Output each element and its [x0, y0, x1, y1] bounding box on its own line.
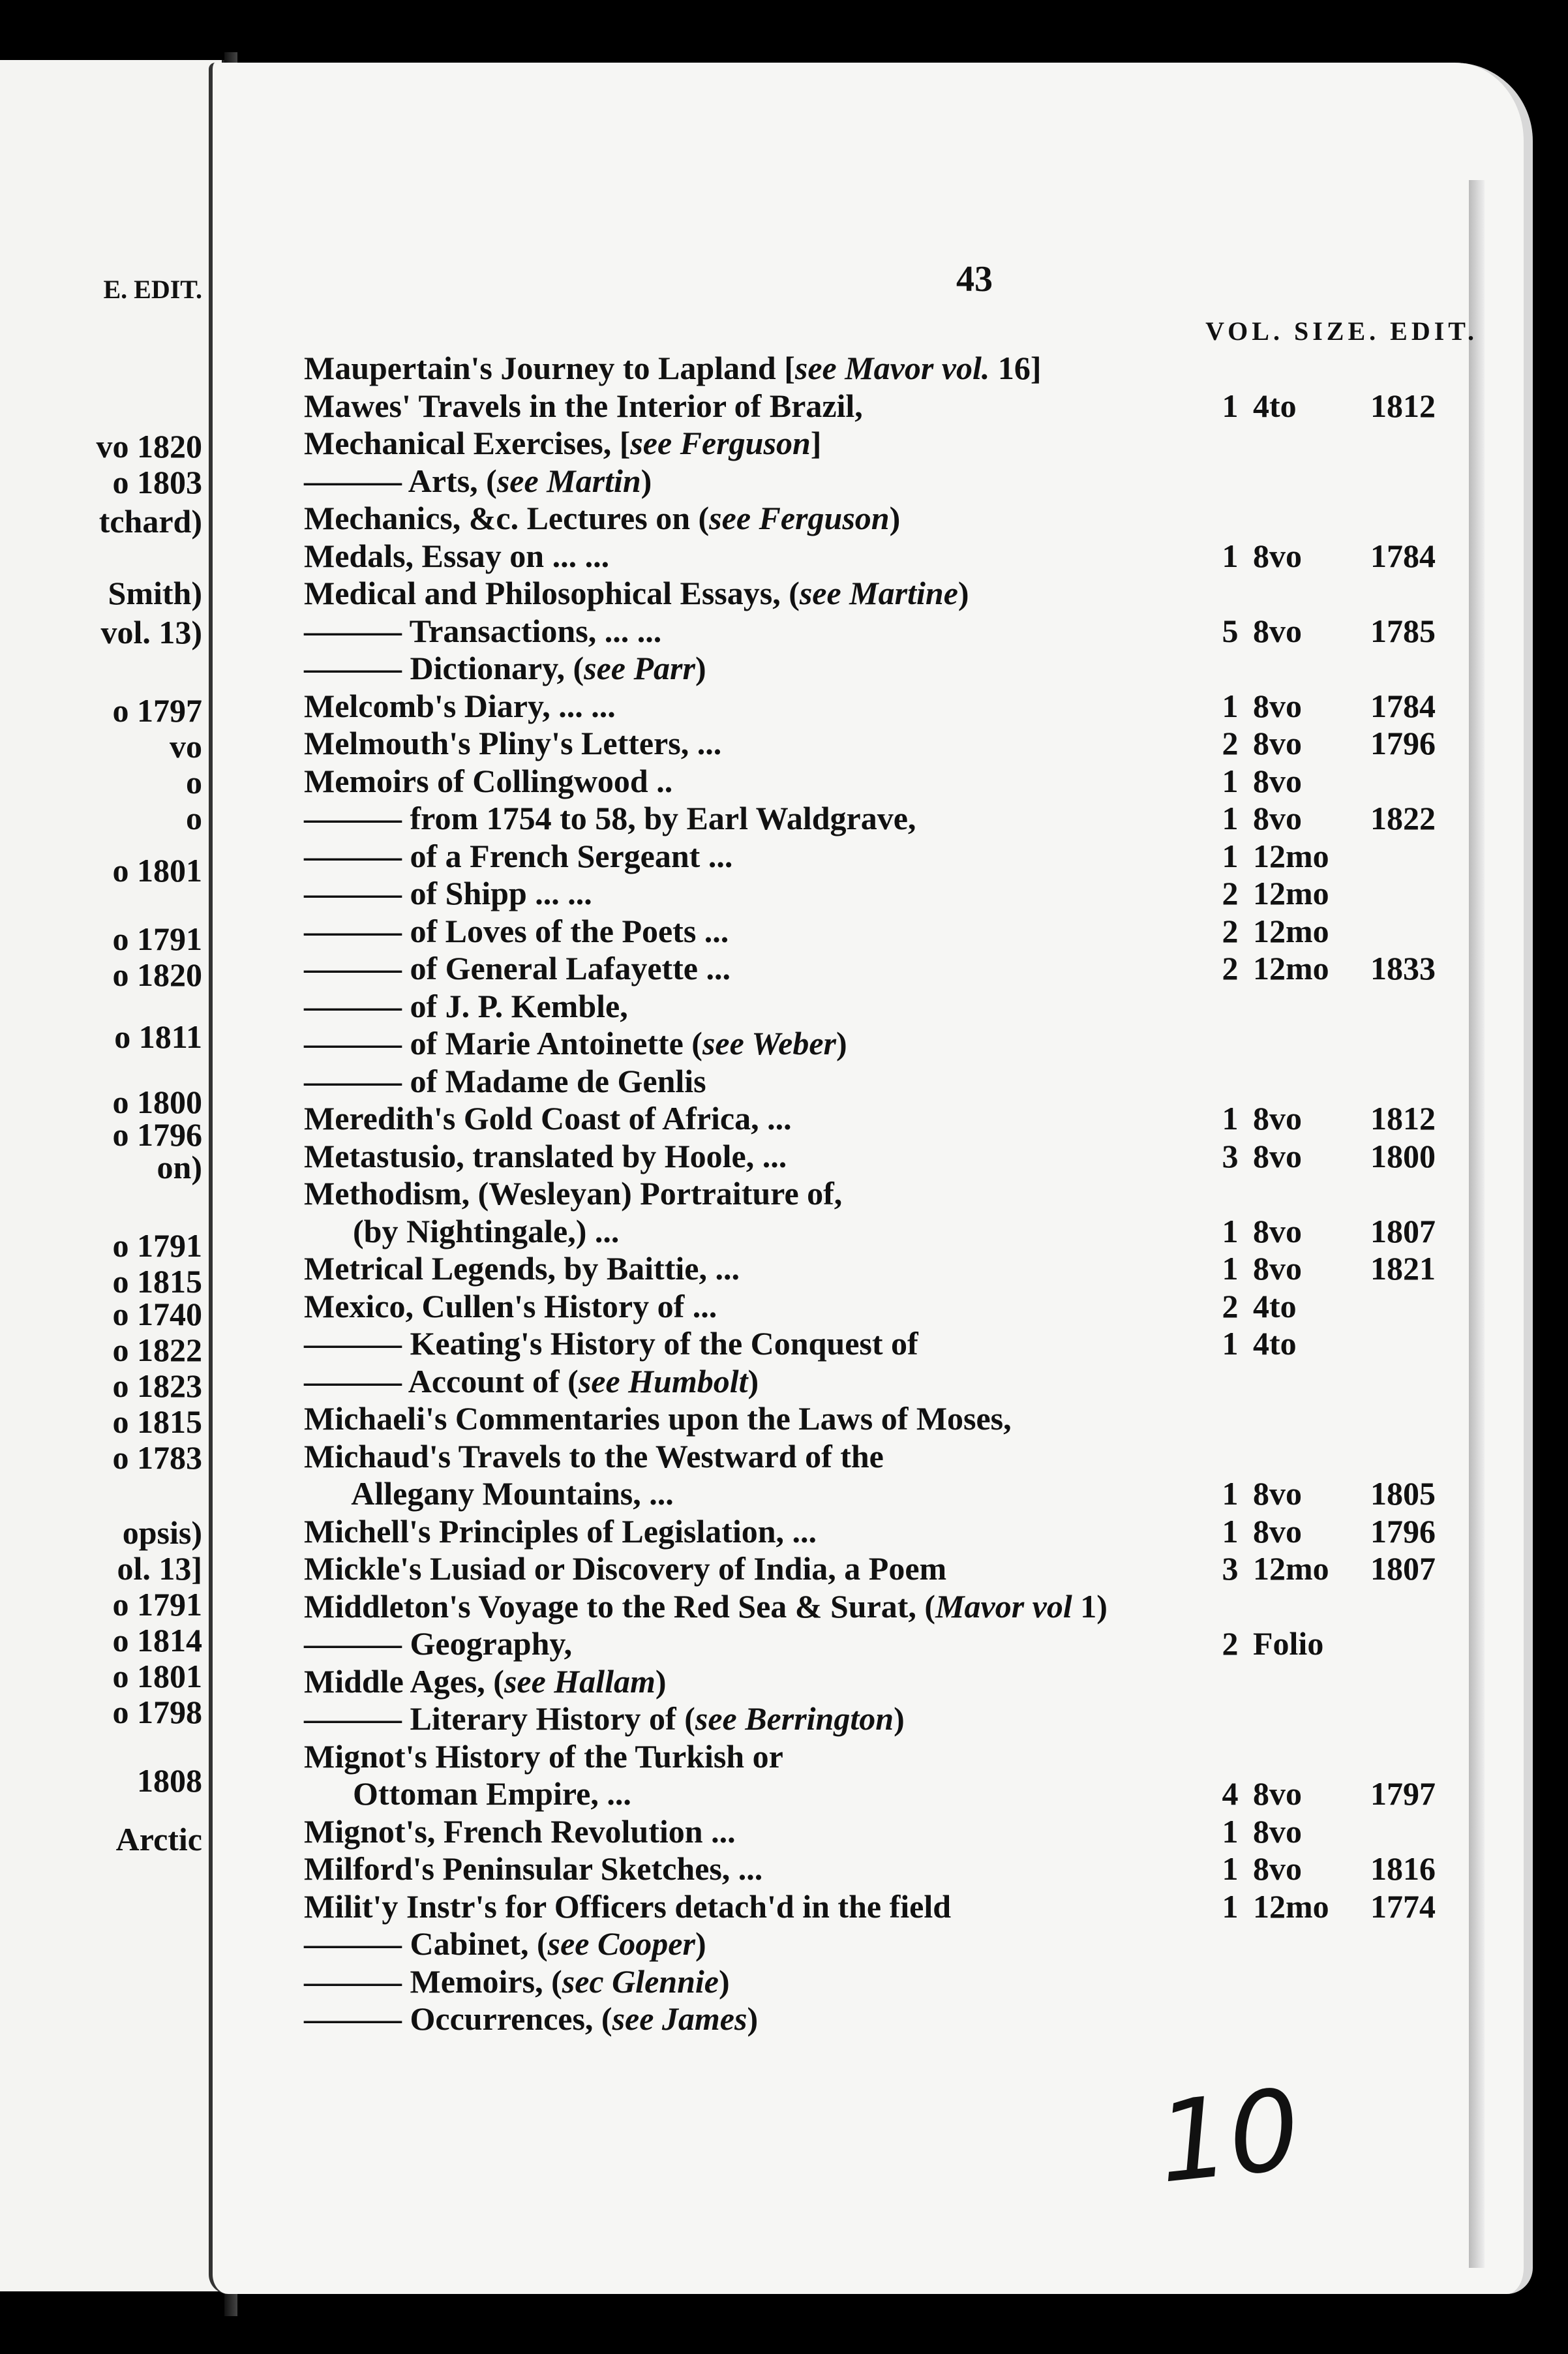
entry-title-text: ——— Dictionary, ( — [304, 650, 584, 686]
entry-title-tail: ) — [889, 500, 901, 536]
left-page-fragment: vol. 13) — [100, 614, 202, 650]
left-page-fragment: o — [186, 800, 202, 836]
entry-edition: 1797 — [1370, 1775, 1436, 1812]
entry-size: 12mo — [1253, 875, 1329, 911]
left-page-fragment: o 1791 — [112, 921, 202, 957]
entry-title — [304, 1363, 759, 1400]
entry-cross-reference: see James — [612, 2000, 747, 2037]
entry-title-text: Mignot's History of the Turkish or — [304, 1737, 783, 1775]
left-page-fragment: o 1815 — [112, 1403, 202, 1440]
catalogue-entry — [304, 1925, 1452, 1963]
entry-title-tail: 1) — [1072, 1587, 1108, 1625]
entry-size: 8vo — [1253, 1100, 1302, 1137]
catalogue-entry — [304, 350, 1452, 388]
entry-title-text: Milit'y Instr's for Officers detach'd in the field — [304, 1888, 952, 1925]
entry-title-text: Metastusio, translated by Hoole, ... — [304, 1137, 787, 1174]
entry-title — [304, 1625, 572, 1662]
catalogue-entry — [304, 425, 1452, 463]
catalogue-entry — [304, 1175, 1452, 1213]
entry-title — [304, 1813, 736, 1850]
catalogue-entry — [304, 688, 1452, 726]
left-page-fragment: o — [186, 764, 202, 801]
catalogue-entry — [304, 763, 1452, 801]
entry-title — [304, 1100, 792, 1137]
catalogue-entry — [304, 1888, 1452, 1926]
left-page-fragment: o 1801 — [112, 852, 202, 889]
entry-title-tail: 16] — [989, 350, 1042, 386]
catalogue-entry — [304, 2000, 1452, 2038]
entry-title — [304, 575, 969, 612]
left-page-fragment: o 1811 — [114, 1018, 202, 1055]
catalogue-entry — [304, 1400, 1452, 1438]
left-page-fragment: o 1823 — [112, 1368, 202, 1404]
entry-volumes: 1 — [1222, 1888, 1239, 1925]
entry-title — [304, 1513, 817, 1550]
entry-title-text: Mickle's Lusiad or Discovery of India, a Poem — [304, 1550, 947, 1587]
handwritten-mark: 10 — [1152, 2065, 1306, 2209]
entry-title — [304, 1025, 847, 1062]
entry-title-text: ——— Transactions, ... ... — [304, 612, 662, 649]
entry-title-text: ——— of a French Sergeant ... — [304, 837, 733, 874]
entry-title-text: Middle Ages, ( — [304, 1662, 504, 1700]
entry-title-text: ——— Keating's History of the Conquest of — [304, 1325, 918, 1362]
entry-title — [304, 1888, 951, 1925]
entry-title-tail: ) — [747, 1362, 759, 1399]
entry-title-text: ——— Geography, — [304, 1625, 573, 1662]
entry-title-text: ——— Memoirs, ( — [304, 1963, 562, 2000]
left-page-fragment: o 1815 — [112, 1263, 202, 1300]
catalogue-entry — [304, 1250, 1452, 1288]
entry-volumes: 2 — [1222, 912, 1239, 949]
entry-size: 8vo — [1253, 800, 1302, 836]
entry-volumes: 1 — [1222, 537, 1239, 574]
entry-edition: 1785 — [1370, 612, 1436, 649]
entry-title — [304, 913, 729, 950]
left-page-fragment: o 1803 — [112, 464, 202, 500]
entry-edition: 1807 — [1370, 1550, 1436, 1587]
entry-title — [304, 1438, 884, 1475]
entry-volumes: 1 — [1222, 1475, 1239, 1512]
left-page-fragment: o 1740 — [112, 1296, 202, 1332]
entry-title-text: Middleton's Voyage to the Red Sea & Surat, ( — [304, 1587, 936, 1625]
entry-title-text: ——— of Loves of the Poets ... — [304, 912, 729, 949]
entry-edition: 1784 — [1370, 537, 1436, 574]
entry-cross-reference: see Berrington — [695, 1700, 894, 1737]
entry-volumes: 4 — [1222, 1775, 1239, 1812]
catalogue-entry — [304, 1363, 1452, 1401]
entry-title — [304, 800, 916, 837]
entry-size: 4to — [1253, 1287, 1297, 1324]
entry-title — [304, 1850, 762, 1888]
catalogue-entry — [304, 1775, 1452, 1813]
entry-title-text: Ottoman Empire, ... — [304, 1775, 631, 1812]
entry-title — [304, 763, 672, 800]
entry-size: Folio — [1253, 1625, 1324, 1662]
entry-title — [304, 725, 721, 762]
catalogue-entries — [304, 350, 1452, 2038]
entry-volumes: 1 — [1222, 1512, 1239, 1550]
entry-title — [304, 1775, 631, 1812]
entry-title — [304, 838, 732, 875]
entry-edition: 1822 — [1370, 800, 1436, 836]
catalogue-entry — [304, 1288, 1452, 1326]
catalogue-entry — [304, 725, 1452, 763]
catalogue-entry — [304, 463, 1452, 500]
entry-size: 8vo — [1253, 612, 1302, 649]
catalogue-entry — [304, 1625, 1452, 1663]
catalogue-entry — [304, 1738, 1452, 1776]
catalogue-entry — [304, 875, 1452, 913]
catalogue-entry — [304, 1438, 1452, 1476]
entry-title — [304, 1925, 706, 1963]
catalogue-entry — [304, 1063, 1452, 1101]
left-page-fragment: o 1801 — [112, 1658, 202, 1694]
entry-volumes: 1 — [1222, 800, 1239, 836]
entry-title-text: Memoirs of Collingwood .. — [304, 762, 673, 799]
catalogue-entry — [304, 988, 1452, 1026]
catalogue-entry — [304, 838, 1452, 876]
entry-title-text: Mexico, Cullen's History of ... — [304, 1287, 717, 1324]
left-page-fragment: o 1798 — [112, 1694, 202, 1730]
entry-edition: 1812 — [1370, 1100, 1436, 1137]
left-page-fragment: o 1783 — [112, 1439, 202, 1476]
entry-cross-reference: see Weber — [702, 1025, 836, 1062]
catalogue-entry — [304, 1325, 1452, 1363]
entry-volumes: 2 — [1222, 950, 1239, 986]
entry-title — [304, 1963, 730, 2000]
entry-title-tail: ) — [655, 1662, 667, 1700]
entry-size: 8vo — [1253, 1850, 1302, 1887]
entry-title-text: Medals, Essay on ... ... — [304, 537, 610, 574]
entry-title — [304, 1213, 619, 1250]
catalogue-entry — [304, 1850, 1452, 1888]
catalogue-entry — [304, 1513, 1452, 1551]
entry-title-text: ——— from 1754 to 58, by Earl Waldgrave, — [304, 800, 916, 836]
entry-title-text: Mechanics, &c. Lectures on ( — [304, 500, 710, 536]
entry-title — [304, 950, 731, 987]
entry-edition: 1784 — [1370, 687, 1436, 724]
left-page-fragment: Smith) — [108, 575, 202, 611]
entry-volumes: 1 — [1222, 1100, 1239, 1137]
entry-cross-reference: sec Glennie — [562, 1963, 719, 2000]
entry-size: 12mo — [1253, 837, 1329, 874]
entry-size: 8vo — [1253, 1812, 1302, 1850]
entry-title-text: ——— of General Lafayette ... — [304, 950, 731, 986]
left-page-fragment: Arctic — [115, 1821, 202, 1857]
entry-size: 8vo — [1253, 762, 1302, 799]
catalogue-entry — [304, 1700, 1452, 1738]
entry-title-tail: ] — [810, 425, 822, 461]
entry-title-text: Mignot's, French Revolution ... — [304, 1812, 736, 1850]
entry-title-text: ——— Cabinet, ( — [304, 1925, 548, 1962]
left-page-fragment: vo 1820 — [96, 428, 202, 465]
entry-title — [304, 1700, 905, 1737]
entry-edition: 1796 — [1370, 725, 1436, 761]
left-page-fragment: vo — [170, 728, 202, 765]
entry-title-text: Melmouth's Pliny's Letters, ... — [304, 725, 722, 761]
entry-volumes: 2 — [1222, 875, 1239, 911]
entry-title-tail: ) — [695, 1925, 706, 1962]
entry-title-text: Metrical Legends, by Baittie, ... — [304, 1250, 740, 1287]
entry-title-text: ——— Literary History of ( — [304, 1700, 695, 1737]
entry-title — [304, 1288, 717, 1325]
catalogue-entry — [304, 1475, 1452, 1513]
left-page-fragment: 1808 — [137, 1762, 202, 1799]
entry-volumes: 1 — [1222, 837, 1239, 874]
entry-volumes: 3 — [1222, 1137, 1239, 1174]
entry-title-tail: ) — [695, 650, 706, 686]
entry-title — [304, 1475, 674, 1512]
page-number: 43 — [956, 259, 993, 299]
left-page-fragment: o 1791 — [112, 1227, 202, 1264]
left-page-fragment: o 1796 — [112, 1116, 202, 1153]
entry-title — [304, 388, 863, 425]
entry-size: 8vo — [1253, 687, 1302, 724]
entry-title — [304, 1325, 918, 1362]
entry-title — [304, 538, 609, 575]
entry-volumes: 1 — [1222, 762, 1239, 799]
entry-title-text: ——— Arts, ( — [304, 462, 497, 499]
catalogue-entry — [304, 575, 1452, 613]
left-page — [0, 60, 224, 2291]
left-page-fragment: o 1800 — [112, 1084, 202, 1120]
entry-title-tail: ) — [718, 1963, 730, 2000]
entry-title-text: ——— of Shipp ... ... — [304, 875, 592, 911]
entry-title — [304, 875, 592, 912]
catalogue-entry — [304, 913, 1452, 951]
entry-size: 12mo — [1253, 1888, 1329, 1925]
entry-volumes: 2 — [1222, 1625, 1239, 1662]
entry-title — [304, 988, 628, 1025]
entry-edition: 1800 — [1370, 1137, 1436, 1174]
entry-volumes: 2 — [1222, 725, 1239, 761]
catalogue-entry — [304, 1213, 1452, 1251]
entry-size: 12mo — [1253, 950, 1329, 986]
entry-title — [304, 1400, 1012, 1437]
entry-title — [304, 463, 652, 500]
entry-title-text: Milford's Peninsular Sketches, ... — [304, 1850, 763, 1887]
entry-title-text: ——— of Marie Antoinette ( — [304, 1025, 702, 1062]
entry-title — [304, 2000, 758, 2038]
entry-size: 8vo — [1253, 725, 1302, 761]
entry-edition: 1774 — [1370, 1888, 1436, 1925]
catalogue-entry — [304, 538, 1452, 575]
catalogue-entry — [304, 1663, 1452, 1701]
entry-title-tail: ) — [894, 1700, 905, 1737]
entry-cross-reference: Mavor vol — [935, 1587, 1072, 1625]
entry-size: 8vo — [1253, 1475, 1302, 1512]
catalogue-entry — [304, 800, 1452, 838]
entry-title — [304, 1663, 667, 1700]
entry-size: 8vo — [1253, 1137, 1302, 1174]
entry-edition: 1807 — [1370, 1212, 1436, 1249]
right-page — [209, 63, 1533, 2294]
entry-title — [304, 350, 1042, 387]
entry-title-text: ——— of J. P. Kemble, — [304, 987, 628, 1024]
entry-title — [304, 1738, 783, 1775]
entry-title — [304, 688, 616, 725]
entry-size: 4to — [1253, 387, 1297, 424]
entry-title-text: Michaud's Travels to the Westward of the — [304, 1437, 884, 1475]
entry-volumes: 1 — [1222, 1812, 1239, 1850]
entry-title — [304, 613, 661, 650]
entry-edition: 1796 — [1370, 1512, 1436, 1550]
entry-title-text: Mawes' Travels in the Interior of Brazil, — [304, 387, 863, 424]
left-page-fragment: ol. 13] — [117, 1550, 202, 1587]
catalogue-entry — [304, 1963, 1452, 2001]
entry-title — [304, 1138, 787, 1175]
left-page-fragment: o 1797 — [112, 692, 202, 729]
catalogue-entry — [304, 1138, 1452, 1176]
entry-title — [304, 1588, 1108, 1625]
entry-title-text: Medical and Philosophical Essays, ( — [304, 575, 800, 611]
entry-volumes: 1 — [1222, 687, 1239, 724]
entry-title — [304, 650, 706, 687]
entry-title — [304, 1250, 740, 1287]
entry-size: 8vo — [1253, 1512, 1302, 1550]
entry-edition: 1812 — [1370, 387, 1436, 424]
entry-title-text: (by Nightingale,) ... — [304, 1212, 620, 1249]
entry-title-text: Meredith's Gold Coast of Africa, ... — [304, 1100, 792, 1137]
entry-edition: 1816 — [1370, 1850, 1436, 1887]
entry-cross-reference: see Martine — [799, 575, 958, 611]
entry-volumes: 1 — [1222, 387, 1239, 424]
entry-title-text: ——— of Madame de Genlis — [304, 1062, 706, 1099]
entry-title-tail: ) — [641, 462, 652, 499]
entry-title-tail: ) — [747, 2000, 759, 2037]
left-page-fragment: E. EDIT. — [103, 275, 202, 304]
left-page-fragment: o 1822 — [112, 1332, 202, 1368]
entry-volumes: 1 — [1222, 1325, 1239, 1362]
entry-volumes: 3 — [1222, 1550, 1239, 1587]
catalogue-entry — [304, 650, 1452, 688]
entry-title — [304, 500, 900, 537]
catalogue-entry — [304, 1100, 1452, 1138]
entry-cross-reference: see Cooper — [547, 1925, 695, 1962]
entry-size: 8vo — [1253, 1775, 1302, 1812]
left-page-fragment: on) — [157, 1149, 202, 1185]
entry-size: 12mo — [1253, 912, 1329, 949]
entry-cross-reference: see Ferguson — [630, 425, 811, 461]
entry-size: 4to — [1253, 1325, 1297, 1362]
entry-edition: 1833 — [1370, 950, 1436, 986]
entry-cross-reference: see Humbolt — [578, 1362, 748, 1399]
catalogue-entry — [304, 1813, 1452, 1851]
entry-cross-reference: see Ferguson — [709, 500, 890, 536]
entry-volumes: 5 — [1222, 612, 1239, 649]
entry-volumes: 1 — [1222, 1850, 1239, 1887]
entry-cross-reference: see Mavor vol. — [794, 350, 990, 386]
entry-title — [304, 1175, 842, 1212]
entry-edition: 1821 — [1370, 1250, 1436, 1287]
entry-title-tail: ) — [957, 575, 969, 611]
catalogue-entry — [304, 388, 1452, 425]
left-page-fragment: o 1791 — [112, 1586, 202, 1623]
catalogue-entry — [304, 1588, 1452, 1626]
left-page-fragment: opsis) — [122, 1514, 202, 1551]
entry-volumes: 1 — [1222, 1212, 1239, 1249]
entry-size: 8vo — [1253, 1212, 1302, 1249]
catalogue-entry — [304, 950, 1452, 988]
entry-title-text: Mechanical Exercises, [ — [304, 425, 631, 461]
entry-cross-reference: see Parr — [584, 650, 695, 686]
entry-edition: 1805 — [1370, 1475, 1436, 1512]
entry-volumes: 2 — [1222, 1287, 1239, 1324]
entry-size: 12mo — [1253, 1550, 1329, 1587]
entry-title-text: ——— Account of ( — [304, 1362, 579, 1399]
entry-title — [304, 1063, 706, 1100]
entry-title-text: Allegany Mountains, ... — [304, 1475, 674, 1512]
entry-title-text: Methodism, (Wesleyan) Portraiture of, — [304, 1175, 843, 1212]
left-page-fragment: o 1814 — [112, 1622, 202, 1658]
left-page-fragment: tchard) — [98, 503, 202, 540]
catalogue-entry — [304, 1025, 1452, 1063]
entry-cross-reference: see Hallam — [504, 1662, 656, 1700]
catalogue-entry — [304, 1550, 1452, 1588]
entry-title-text: Michaeli's Commentaries upon the Laws of Moses, — [304, 1400, 1012, 1437]
entry-title-text: ——— Occurrences, ( — [304, 2000, 612, 2037]
entry-title-text: Melcomb's Diary, ... ... — [304, 687, 616, 724]
entry-cross-reference: see Martin — [496, 462, 641, 499]
left-page-fragment: o 1820 — [112, 956, 202, 993]
entry-size: 8vo — [1253, 537, 1302, 574]
entry-size: 8vo — [1253, 1250, 1302, 1287]
entry-title-text: Michell's Principles of Legislation, ... — [304, 1512, 817, 1550]
entry-title-text: Maupertain's Journey to Lapland [ — [304, 350, 795, 386]
entry-title — [304, 1550, 946, 1587]
page-edge-shadow — [1469, 180, 1485, 2268]
catalogue-entry — [304, 500, 1452, 538]
entry-title-tail: ) — [836, 1025, 847, 1062]
column-headers: VOL. SIZE. EDIT. — [1205, 316, 1478, 346]
entry-volumes: 1 — [1222, 1250, 1239, 1287]
catalogue-entry — [304, 613, 1452, 650]
entry-title — [304, 425, 821, 462]
